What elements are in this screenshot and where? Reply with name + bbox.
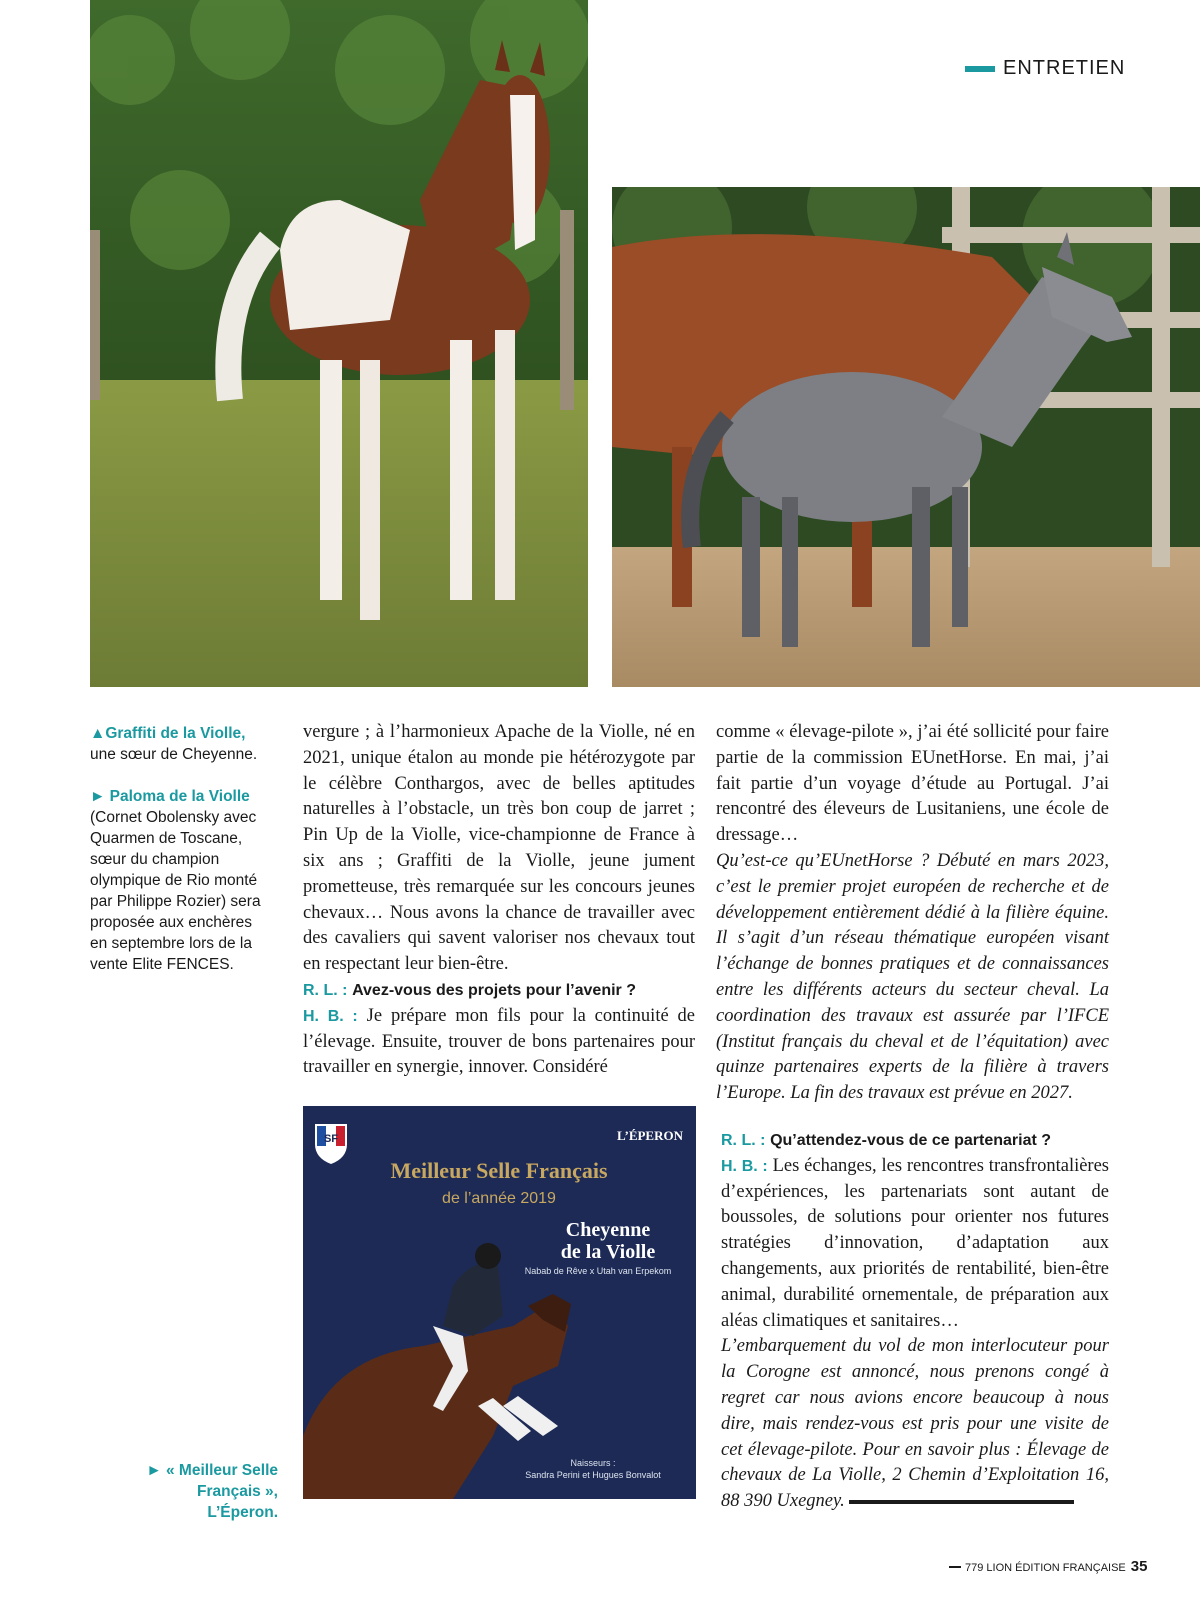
outro-paragraph [721,1334,1109,1515]
answer-1 [303,1004,695,1081]
answer-2-label: H. B. : [721,1157,768,1175]
caption-paloma-lead-text: Paloma de la Violle [109,788,250,805]
article-column-c [721,1128,1109,1515]
caption-poster-lead-text: « Meilleur Selle Français », L’Éperon. [166,1462,278,1521]
photo-graffiti [90,0,588,687]
caption-poster [130,1460,278,1523]
photo-paloma [612,187,1200,687]
footer-dash [949,1566,961,1568]
question-2 [721,1128,1109,1154]
poster-meilleur-selle-francais [303,1106,696,1499]
sf-logo-text: SF [323,1133,339,1145]
caption-poster-lead: ► « Meilleur Selle Français », L’Éperon. [146,1462,278,1521]
section-tag [965,57,1125,80]
page-footer [949,1558,1147,1575]
poster-horse-name-2: de la Violle [560,1241,656,1263]
question-1-text: Avez-vous des projets pour l’avenir ? [352,981,636,999]
question-1 [303,978,695,1004]
outro-text: L’embarquement du vol de mon interlocuteur pour la Corogne est annoncé, nous prenons congé à regret car nous avions encore beaucoup à nous dire, mais rendez-vous est pris pour une visite de cet élevage-pilote. Pour en savoir plus : Élevage de chevaux de La Violle, 2 Chemin d’Exploitation 16, 88 390 Uxegney. [721,1336,1109,1512]
article-column-a [303,720,695,1081]
paragraph-a1: vergure ; à l’harmonieux Apache de la Violle, né en 2021, unique étalon au monde pie hétérozygote par le célèbre Conthargos, avec de belles aptitudes naturelles à l’obstacle, un très bon coup de jarret ; Pin Up de la Violle, vice-championne de France à six ans ; Graffiti de la Violle, jeune jument prometteuse, très remarquée sur les concours jeunes chevaux… Nous avons la chance de travailler avec des cavaliers qui savent valoriser nos chevaux tout en respectant leur bien-être. [303,722,695,975]
caption-graffiti-text: une sœur de Cheyenne. [90,746,258,763]
caption-paloma-lead: ► Paloma de la Violle [90,788,250,805]
page-number: 35 [1130,1558,1148,1575]
caption-graffiti [90,723,270,765]
caption-paloma-text: (Cornet Obolensky avec Quarmen de Toscane, sœur du champion olympique de Rio monté par Philippe Rozier) sera proposée aux enchères en septembre lors de la vente Elite FENCES. [90,809,261,973]
section-label: ENTRETIEN [1003,57,1126,79]
poster-breeders: Sandra Perini et Hugues Bonvalot [525,1470,661,1480]
answer-1-label: H. B. : [303,1007,358,1025]
footer-issue: 779 LION ÉDITION FRANÇAISE [965,1562,1126,1574]
paragraph-b2-italic: Qu’est-ce qu’EUnetHorse ? Débuté en mars 2023, c’est le premier projet européen de recherche et de développement entièrement dédié à la filière équine. Il s’agit d’un réseau thématique européen visant l’échange de bonnes pratiques et de connaissances entre les différents acteurs du secteur cheval. La coordination des travaux est assurée par l’IFCE (Institut français du cheval et de l’équitation) avec quinze partenaires experts de la filière à travers l’Europe. La fin des travaux est prévue en 2027. [716,850,1109,1104]
answer-2-text: Les échanges, les rencontres transfrontalières d’expériences, les partenariats sont autant de boussoles, de solutions pour orienter nos futures stratégies d’innovation, d’adaptation aux changements, aux priorités de rentabilité, bien-être animal, durabilité ornementale, de préparation aux aléas climatiques et sanitaires… [721,1155,1110,1331]
end-rule [849,1500,1074,1504]
poster-title: Meilleur Selle Français [390,1158,608,1183]
section-bar [965,66,995,72]
poster-pedigree: Nabab de Rêve x Utah van Erpekom [524,1266,672,1276]
poster-breeders-label: Naisseurs : [570,1458,616,1468]
answer-1-text: Je prépare mon fils pour la continuité de l’élevage. Ensuite, trouver de bons partenaires pour travailler en synergie, innover. Considéré [303,1005,696,1078]
paragraph-b1: comme « élevage-pilote », j’ai été sollicité pour faire partie de la commission EUnetHorse. En mai, j’ai fait partie d’un voyage d’étude au Portugal. J’ai rencontré des éleveurs de Lusitaniens, une école de dressage… [716,722,1109,846]
question-2-label: R. L. : [721,1132,766,1149]
answer-2 [721,1154,1109,1335]
eperon-logo: L’ÉPERON [617,1128,683,1143]
caption-paloma [90,786,270,975]
caption-graffiti-lead-text: Graffiti de la Violle, [105,725,246,742]
caption-graffiti-lead: ▲Graffiti de la Violle, [90,725,246,742]
poster-horse-name-1: Cheyenne [565,1219,651,1241]
question-2-text: Qu’attendez-vous de ce partenariat ? [770,1132,1052,1149]
article-column-b [716,720,1109,1107]
question-1-label: R. L. : [303,981,348,999]
poster-subtitle: de l’année 2019 [442,1190,556,1207]
